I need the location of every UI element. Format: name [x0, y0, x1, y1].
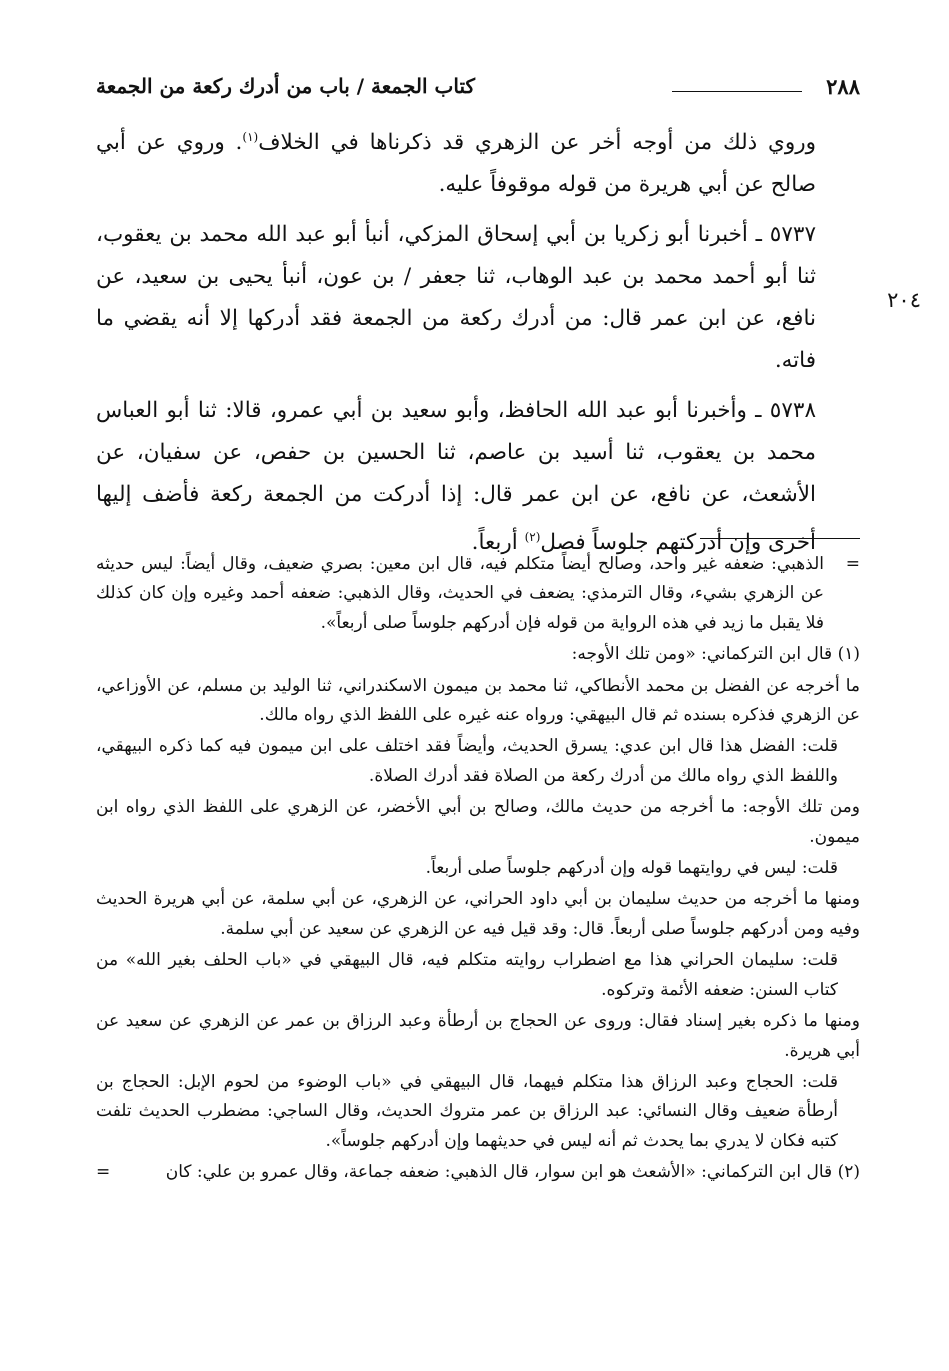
- footnote-ref-2[interactable]: (٢): [524, 530, 541, 545]
- running-header: [96, 74, 860, 104]
- footnote-1-para: ومنها ما أخرجه من حديث سليمان بن أبي داود الحراني، عن الزهري، عن أبي سلمة، عن أبي هريرة الحديث وفيه ومن أدركهم جلوساً صلى أربعاً. قال: وقد قيل فيه عن الزهري عن سعيد عن أبي سلمة.: [96, 889, 860, 939]
- hadith-5737: ٥٧٣٧ ـ أخبرنا أبو زكريا بن أبي إسحاق المزكي، أنبأ أبو عبد الله محمد بن يعقوب، ثنا أبو أحمد محمد بن عبد الوهاب، ثنا جعفر / بن عون، أنبأ يحيى بن سعيد، عن نافع، عن ابن عمر قال: من أدرك ركعة من الجمعة فقد أدركها إلا أنه يقضي ما فاته.: [96, 222, 816, 374]
- footnote-1-number: (١): [837, 644, 860, 665]
- header-rule: [672, 91, 802, 92]
- footnote-1-para: قلت: الحجاج وعبد الرزاق هذا متكلم فيهما، قال البيهقي في «باب الوضوء من لحوم الإبل: الحجاج بن أرطأة ضعيف وقال النسائي: عبد الرزاق بن عمر متروك الحديث، وقال الساجي: مضطرب الحديث تلفت كتبه فكان لا يدري بما يحدث ثم أنه ليس في حديثهما وإن أدركهم جلوساً».: [96, 1071, 838, 1151]
- footnote-separator: [700, 538, 860, 539]
- hadith-5738: ٥٧٣٨ ـ وأخبرنا أبو عبد الله الحافظ، وأبو سعيد بن أبي عمرو، قالا: ثنا أبو العباس محمد بن يعقوب، ثنا أسيد بن عاصم، ثنا الحسين بن حفص، عن سفيان، عن الأشعث، عن نافع، عن ابن عمر قال: إذا أدركت من الجمعة ركعة فأضف إليها أخرى وإن أدركتهم جلوساً فصل$^{(٢)}$ أربعاً.: [96, 398, 816, 556]
- footnote-1-para: ما أخرجه عن الفضل بن محمد الأنطاكي، ثنا محمد بن ميمون الاسكندراني، ثنا الوليد بن مسلم، عن الأوزاعي، عن الزهري فذكره بسنده ثم قال البيهقي: ورواه عنه غيره على اللفظ الذي رواه مالك.: [96, 675, 860, 726]
- continuation-mark: =: [845, 554, 860, 574]
- footnote-continuation: = الذهبي: ضعفه غير واحد، وصالح أيضاً متكلم فيه، قال ابن معين: بصري ضعيف، وقال أيضاً: ليس حديثه عن الزهري بشيء، وقال الترمذي: يضعف في الحديث، وقال الذهبي: ضعفه أحمد وغيره وإن كان كذلك فلا يقبل ما زيد في هذه الرواية من قوله فإن أدركهم جلوساً صلى أربعاً».: [96, 550, 860, 638]
- footnote-1-para: قلت: الفضل هذا قال ابن عدي: يسرق الحديث، وأيضاً فقد اختلف على ابن ميمون فيه كما ذكره البيهقي، واللفظ الذي رواه مالك من أدرك ركعة من الصلاة فقد أدرك الصلاة.: [96, 736, 838, 786]
- footnote-1-para: ومن تلك الأوجه: ما أخرجه من حديث مالك، وصالح بن أبي الأخضر، عن الزهري على اللفظ الذي رواه ابن ميمون.: [96, 797, 860, 847]
- footnote-1-intro: (١) قال ابن التركماني: «ومن تلك الأوجه:: [571, 644, 860, 665]
- footnote-1-para: قلت: سليمان الحراني هذا مع اضطراب روايته متكلم فيه، قال البيهقي في «باب الحلف بغير الله» من كتاب السنن: ضعفه الأئمة وتركوه.: [96, 950, 838, 1000]
- footnote-1-para: ومنها ما ذكره بغير إسناد فقال: وروى عن الحجاج بن أرطأة وعبد الرزاق بن عمر عن الزهري عن سعيد عن أبي هريرة.: [96, 1011, 860, 1061]
- main-text: [96, 116, 860, 564]
- margin-page-reference: ٢٠٤: [887, 288, 921, 312]
- paragraph-intro: وروي ذلك من أوجه أخر عن الزهري قد ذكرناها في الخلاف$^{(١)}$. وروي عن أبي صالح عن أبي هريرة من قوله موقوفاً عليه.: [96, 130, 817, 198]
- footnote-ref-1[interactable]: (١): [242, 130, 259, 144]
- footnote-2: (٢) قال ابن التركماني: «الأشعث هو ابن سوار، قال الذهبي: ضعفه جماعة، وقال عمرو بن علي: كان =: [96, 1158, 860, 1187]
- footnote-2-number: (٢): [837, 1162, 860, 1183]
- footnote-2-continuation-mark: =: [96, 1162, 111, 1183]
- footnote-1-para: قلت: ليس في روايتهما قوله وإن أدركهم جلوساً صلى أربعاً.: [425, 858, 838, 879]
- header-title: كتاب الجمعة / باب من أدرك ركعة من الجمعة: [96, 74, 475, 98]
- page-number: ٢٨٨: [826, 74, 860, 99]
- footnotes: [96, 550, 860, 1188]
